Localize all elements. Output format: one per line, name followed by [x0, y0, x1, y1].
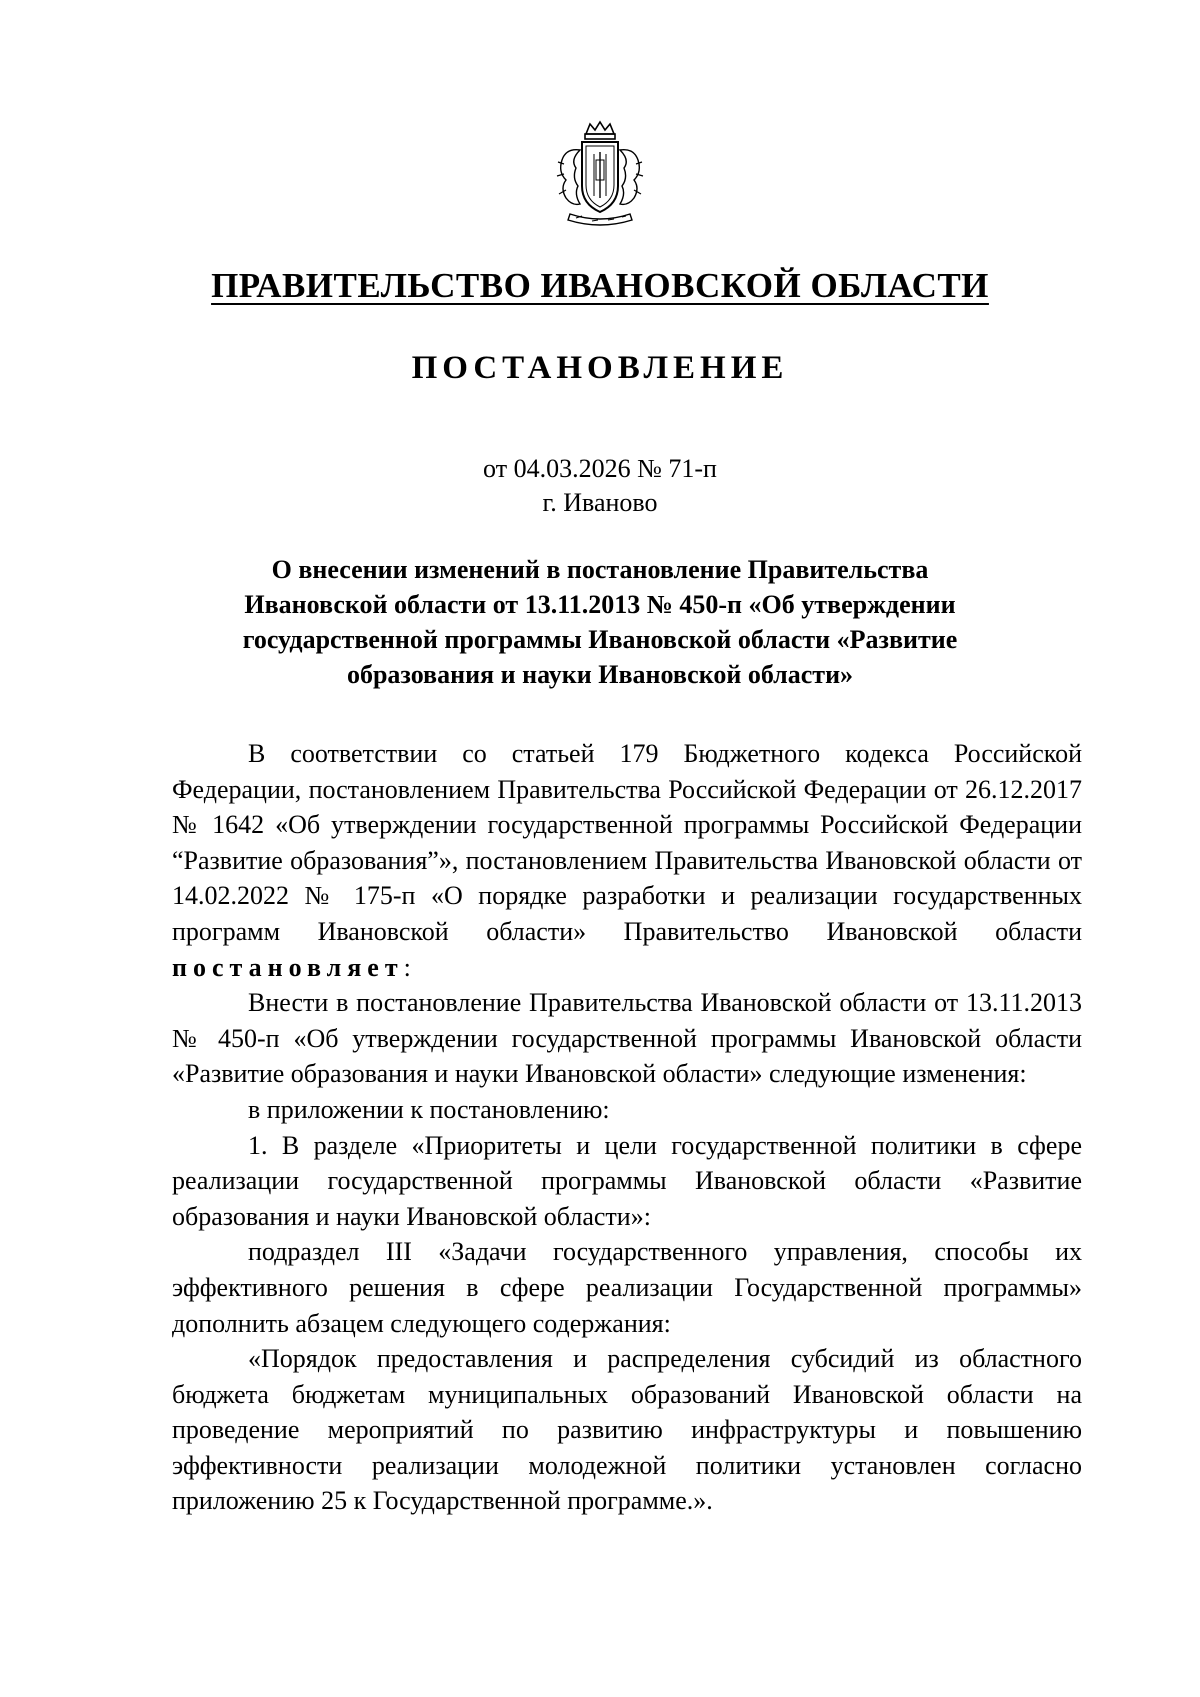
preamble-colon: : [403, 952, 411, 982]
subject-line: Ивановской области от 13.11.2013 № 450-п «Об утверждении [244, 590, 956, 619]
document-meta [0, 452, 1200, 520]
paragraph-amend: Внести в постановление Правительства Ивановской области от 13.11.2013 № 450-п «Об утверждении государственной программы Ивановской области «Развитие образования и науки Ивановской области» следующие изменения: [172, 988, 1082, 1089]
subject-line: О внесении изменений в постановление Правительства [271, 555, 929, 584]
document-type: ПОСТАНОВЛЕНИЕ [411, 350, 789, 386]
government-title-text: ПРАВИТЕЛЬСТВО ИВАНОВСКОЙ ОБЛАСТИ [211, 266, 989, 305]
paragraph-preamble [172, 736, 1082, 985]
ivanovo-oblast-coat-of-arms-icon [552, 120, 648, 230]
preamble-text: В соответствии со статьей 179 Бюджетного кодекса Российской Федерации, постановлением Правительства Российской Федерации от 26.12.2017 № 1642 «Об утверждении государственной программы Российской Федерации “Развитие образования”», постановлением Правительства Ивановской области от 14.02.2022 № 175-п «О порядке разработки и реализации государственных программ Ивановской области» Правительство Ивановской области [172, 739, 1082, 946]
paragraph-quote: «Порядок предоставления и распределения субсидий из областного бюджета бюджетам муниципальных образований Ивановской области на проведение мероприятий по развитию инфраструктуры и повышению эффективности реализации молодежной политики установлен согласно приложению 25 к Государственной программе.». [172, 1344, 1082, 1516]
paragraph-subsection: подраздел III «Задачи государственного управления, способы их эффективного решения в сфере реализации Государственной программы» дополнить абзацем следующего содержания: [172, 1237, 1082, 1338]
paragraph-appendix: в приложении к постановлению: [248, 1094, 610, 1124]
city: г. Иваново [542, 488, 658, 517]
paragraph-item-1: 1. В разделе «Приоритеты и цели государственной политики в сфере реализации государственной программы Ивановской области «Развитие образования и науки Ивановской области»: [172, 1130, 1082, 1231]
subject-line: образования и науки Ивановской области» [346, 660, 854, 689]
government-title [0, 264, 1200, 308]
document-subject [210, 552, 990, 692]
decree-word: постановляет [172, 952, 404, 982]
subject-line: государственной программы Ивановской области «Развитие [242, 625, 958, 654]
date-number: от 04.03.2026 № 71-п [483, 454, 717, 483]
document-body [172, 736, 1082, 1519]
